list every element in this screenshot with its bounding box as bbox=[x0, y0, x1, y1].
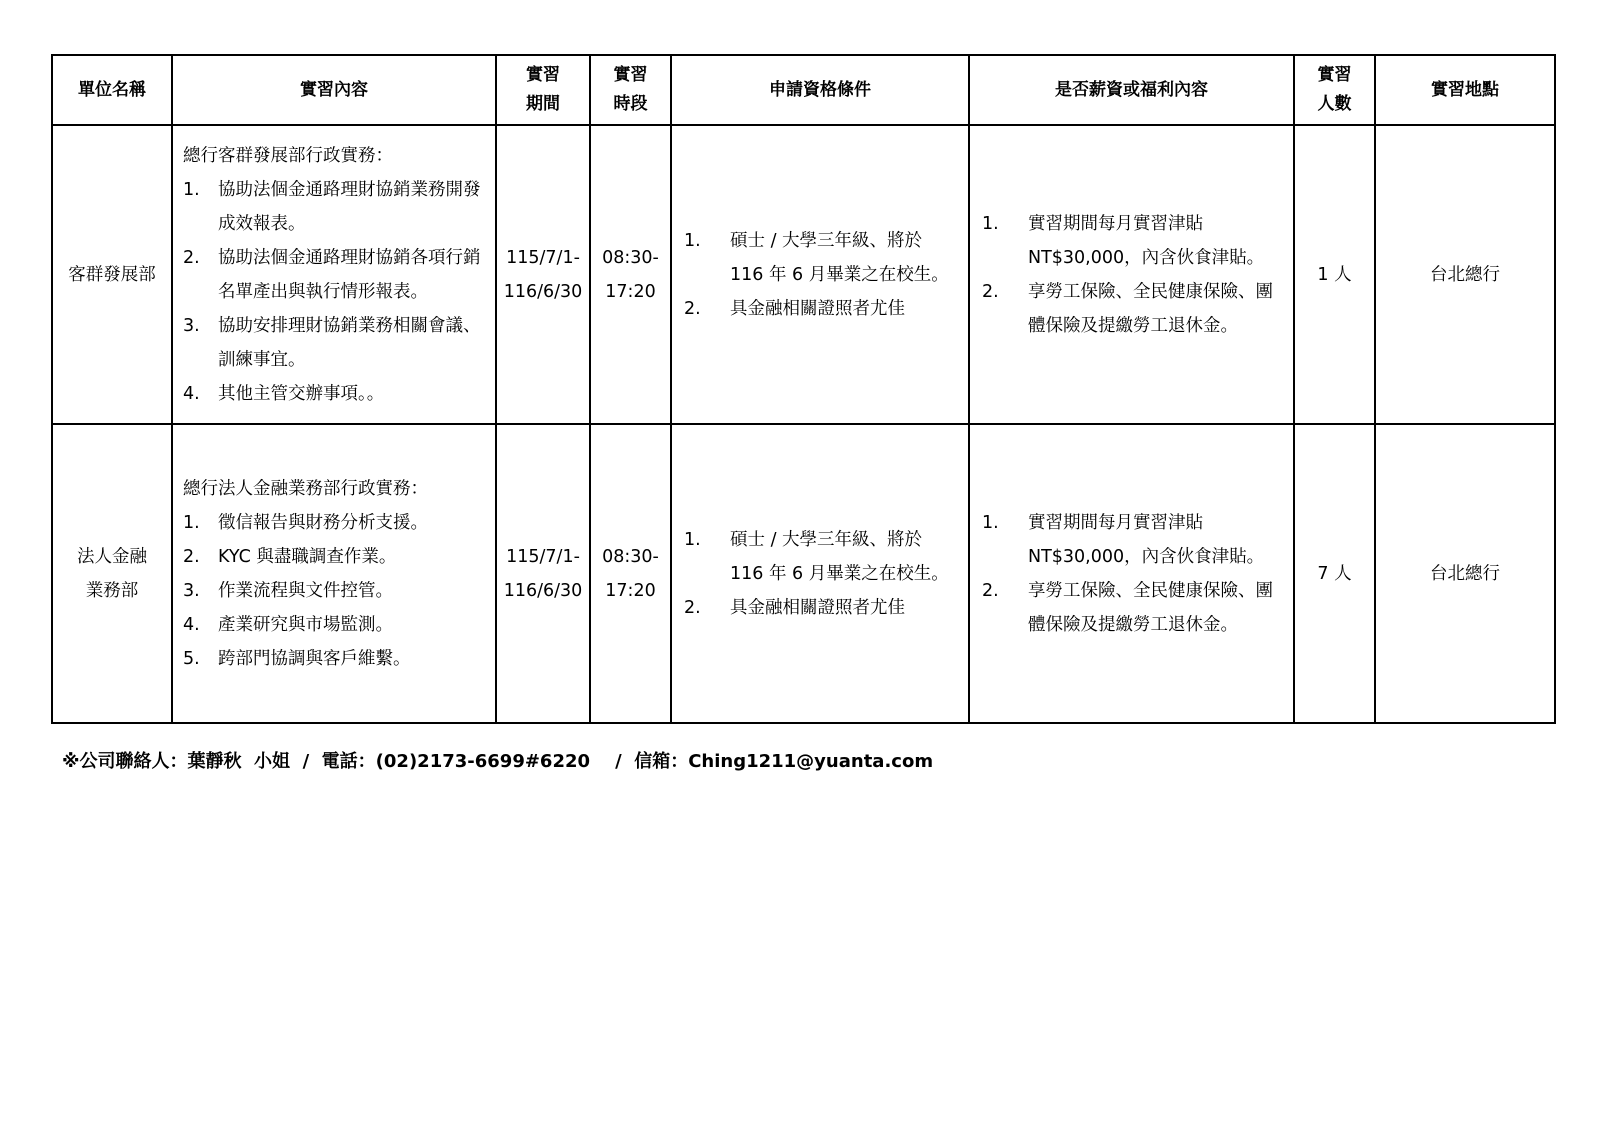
list-item-number: 5. bbox=[183, 648, 200, 669]
list-item-text: 跨部門協調與客戶維繫。 bbox=[218, 648, 411, 669]
list-item bbox=[982, 207, 1285, 275]
unit-cell: 法人金融 業務部 bbox=[52, 424, 172, 723]
hours-cell: 08:30- 17:20 bbox=[590, 424, 671, 723]
list-item-number: 2. bbox=[684, 597, 701, 618]
header-unit: 單位名稱 bbox=[52, 55, 172, 125]
list-item-text: 具金融相關證照者尤佳 bbox=[730, 298, 905, 319]
header-period: 實習 期間 bbox=[496, 55, 590, 125]
benefits-list bbox=[982, 506, 1285, 642]
content-cell bbox=[172, 424, 496, 723]
list-item-text: 協助法個金通路理財協銷各項行銷名單產出與執行情形報表。 bbox=[218, 247, 481, 302]
list-item bbox=[183, 506, 485, 540]
list-item-number: 4. bbox=[183, 614, 200, 635]
list-item bbox=[982, 506, 1285, 574]
header-requirements: 申請資格條件 bbox=[671, 55, 969, 125]
list-item-text: 碩士 / 大學三年級、將於 116 年 6 月畢業之在校生。 bbox=[730, 529, 949, 584]
requirements-cell bbox=[671, 424, 969, 723]
list-item-number: 1. bbox=[183, 179, 200, 200]
header-benefits: 是否薪資或福利內容 bbox=[969, 55, 1294, 125]
list-item bbox=[684, 292, 958, 326]
list-item-number: 2. bbox=[183, 546, 200, 567]
content-list bbox=[183, 506, 485, 676]
headcount-cell: 1 人 bbox=[1294, 125, 1375, 424]
contact-footer: ※公司聯絡人：葉靜秋 小姐 / 電話：(02)2173-6699#6220 / 信箱：Ching1211@yuanta.com bbox=[62, 751, 934, 772]
header-hours: 實習 時段 bbox=[590, 55, 671, 125]
benefits-cell bbox=[969, 424, 1294, 723]
requirements-list bbox=[684, 523, 958, 625]
list-item bbox=[183, 309, 485, 377]
content-list bbox=[183, 173, 485, 411]
list-item bbox=[183, 608, 485, 642]
list-item-number: 1. bbox=[183, 512, 200, 533]
list-item bbox=[684, 224, 958, 292]
list-item-text: 其他主管交辦事項。。 bbox=[218, 383, 385, 404]
list-item-number: 1. bbox=[982, 512, 999, 533]
list-item-number: 1. bbox=[982, 213, 999, 234]
content-title: 總行客群發展部行政實務： bbox=[183, 145, 393, 166]
requirements-cell bbox=[671, 125, 969, 424]
location-cell: 台北總行 bbox=[1375, 424, 1555, 723]
list-item bbox=[684, 591, 958, 625]
content-cell bbox=[172, 125, 496, 424]
list-item bbox=[982, 275, 1285, 343]
table-row bbox=[52, 424, 1555, 723]
table-header-row bbox=[52, 55, 1555, 125]
list-item-number: 2. bbox=[183, 247, 200, 268]
header-location: 實習地點 bbox=[1375, 55, 1555, 125]
headcount-cell: 7 人 bbox=[1294, 424, 1375, 723]
list-item-number: 2. bbox=[982, 580, 999, 601]
benefits-cell bbox=[969, 125, 1294, 424]
internship-table bbox=[51, 54, 1556, 724]
list-item-text: 協助安排理財協銷業務相關會議、訓練事宜。 bbox=[218, 315, 481, 370]
list-item-text: 實習期間每月實習津貼 NT$30,000，內含伙食津貼。 bbox=[1028, 213, 1265, 268]
list-item bbox=[183, 241, 485, 309]
list-item-number: 3. bbox=[183, 580, 200, 601]
location-cell: 台北總行 bbox=[1375, 125, 1555, 424]
list-item-number: 3. bbox=[183, 315, 200, 336]
list-item-number: 2. bbox=[982, 281, 999, 302]
table-row bbox=[52, 125, 1555, 424]
list-item-number: 1. bbox=[684, 529, 701, 550]
period-cell: 115/7/1- 116/6/30 bbox=[496, 424, 590, 723]
list-item-text: KYC 與盡職調查作業。 bbox=[218, 546, 397, 567]
period-cell: 115/7/1- 116/6/30 bbox=[496, 125, 590, 424]
requirements-list bbox=[684, 224, 958, 326]
list-item-text: 產業研究與市場監測。 bbox=[218, 614, 393, 635]
benefits-list bbox=[982, 207, 1285, 343]
list-item-text: 碩士 / 大學三年級、將於 116 年 6 月畢業之在校生。 bbox=[730, 230, 949, 285]
list-item-text: 享勞工保險、全民健康保險、團體保險及提繳勞工退休金。 bbox=[1028, 580, 1273, 635]
list-item-number: 1. bbox=[684, 230, 701, 251]
list-item bbox=[684, 523, 958, 591]
list-item-text: 享勞工保險、全民健康保險、團體保險及提繳勞工退休金。 bbox=[1028, 281, 1273, 336]
hours-cell: 08:30- 17:20 bbox=[590, 125, 671, 424]
list-item-text: 作業流程與文件控管。 bbox=[218, 580, 393, 601]
content-title: 總行法人金融業務部行政實務： bbox=[183, 478, 428, 499]
list-item bbox=[183, 540, 485, 574]
list-item-text: 實習期間每月實習津貼 NT$30,000，內含伙食津貼。 bbox=[1028, 512, 1265, 567]
unit-cell: 客群發展部 bbox=[52, 125, 172, 424]
header-headcount: 實習 人數 bbox=[1294, 55, 1375, 125]
list-item bbox=[183, 574, 485, 608]
list-item-text: 具金融相關證照者尤佳 bbox=[730, 597, 905, 618]
header-content: 實習內容 bbox=[172, 55, 496, 125]
list-item bbox=[982, 574, 1285, 642]
list-item-text: 協助法個金通路理財協銷業務開發成效報表。 bbox=[218, 179, 481, 234]
list-item-text: 徵信報告與財務分析支援。 bbox=[218, 512, 428, 533]
list-item-number: 2. bbox=[684, 298, 701, 319]
list-item bbox=[183, 642, 485, 676]
list-item-number: 4. bbox=[183, 383, 200, 404]
list-item bbox=[183, 377, 485, 411]
list-item bbox=[183, 173, 485, 241]
